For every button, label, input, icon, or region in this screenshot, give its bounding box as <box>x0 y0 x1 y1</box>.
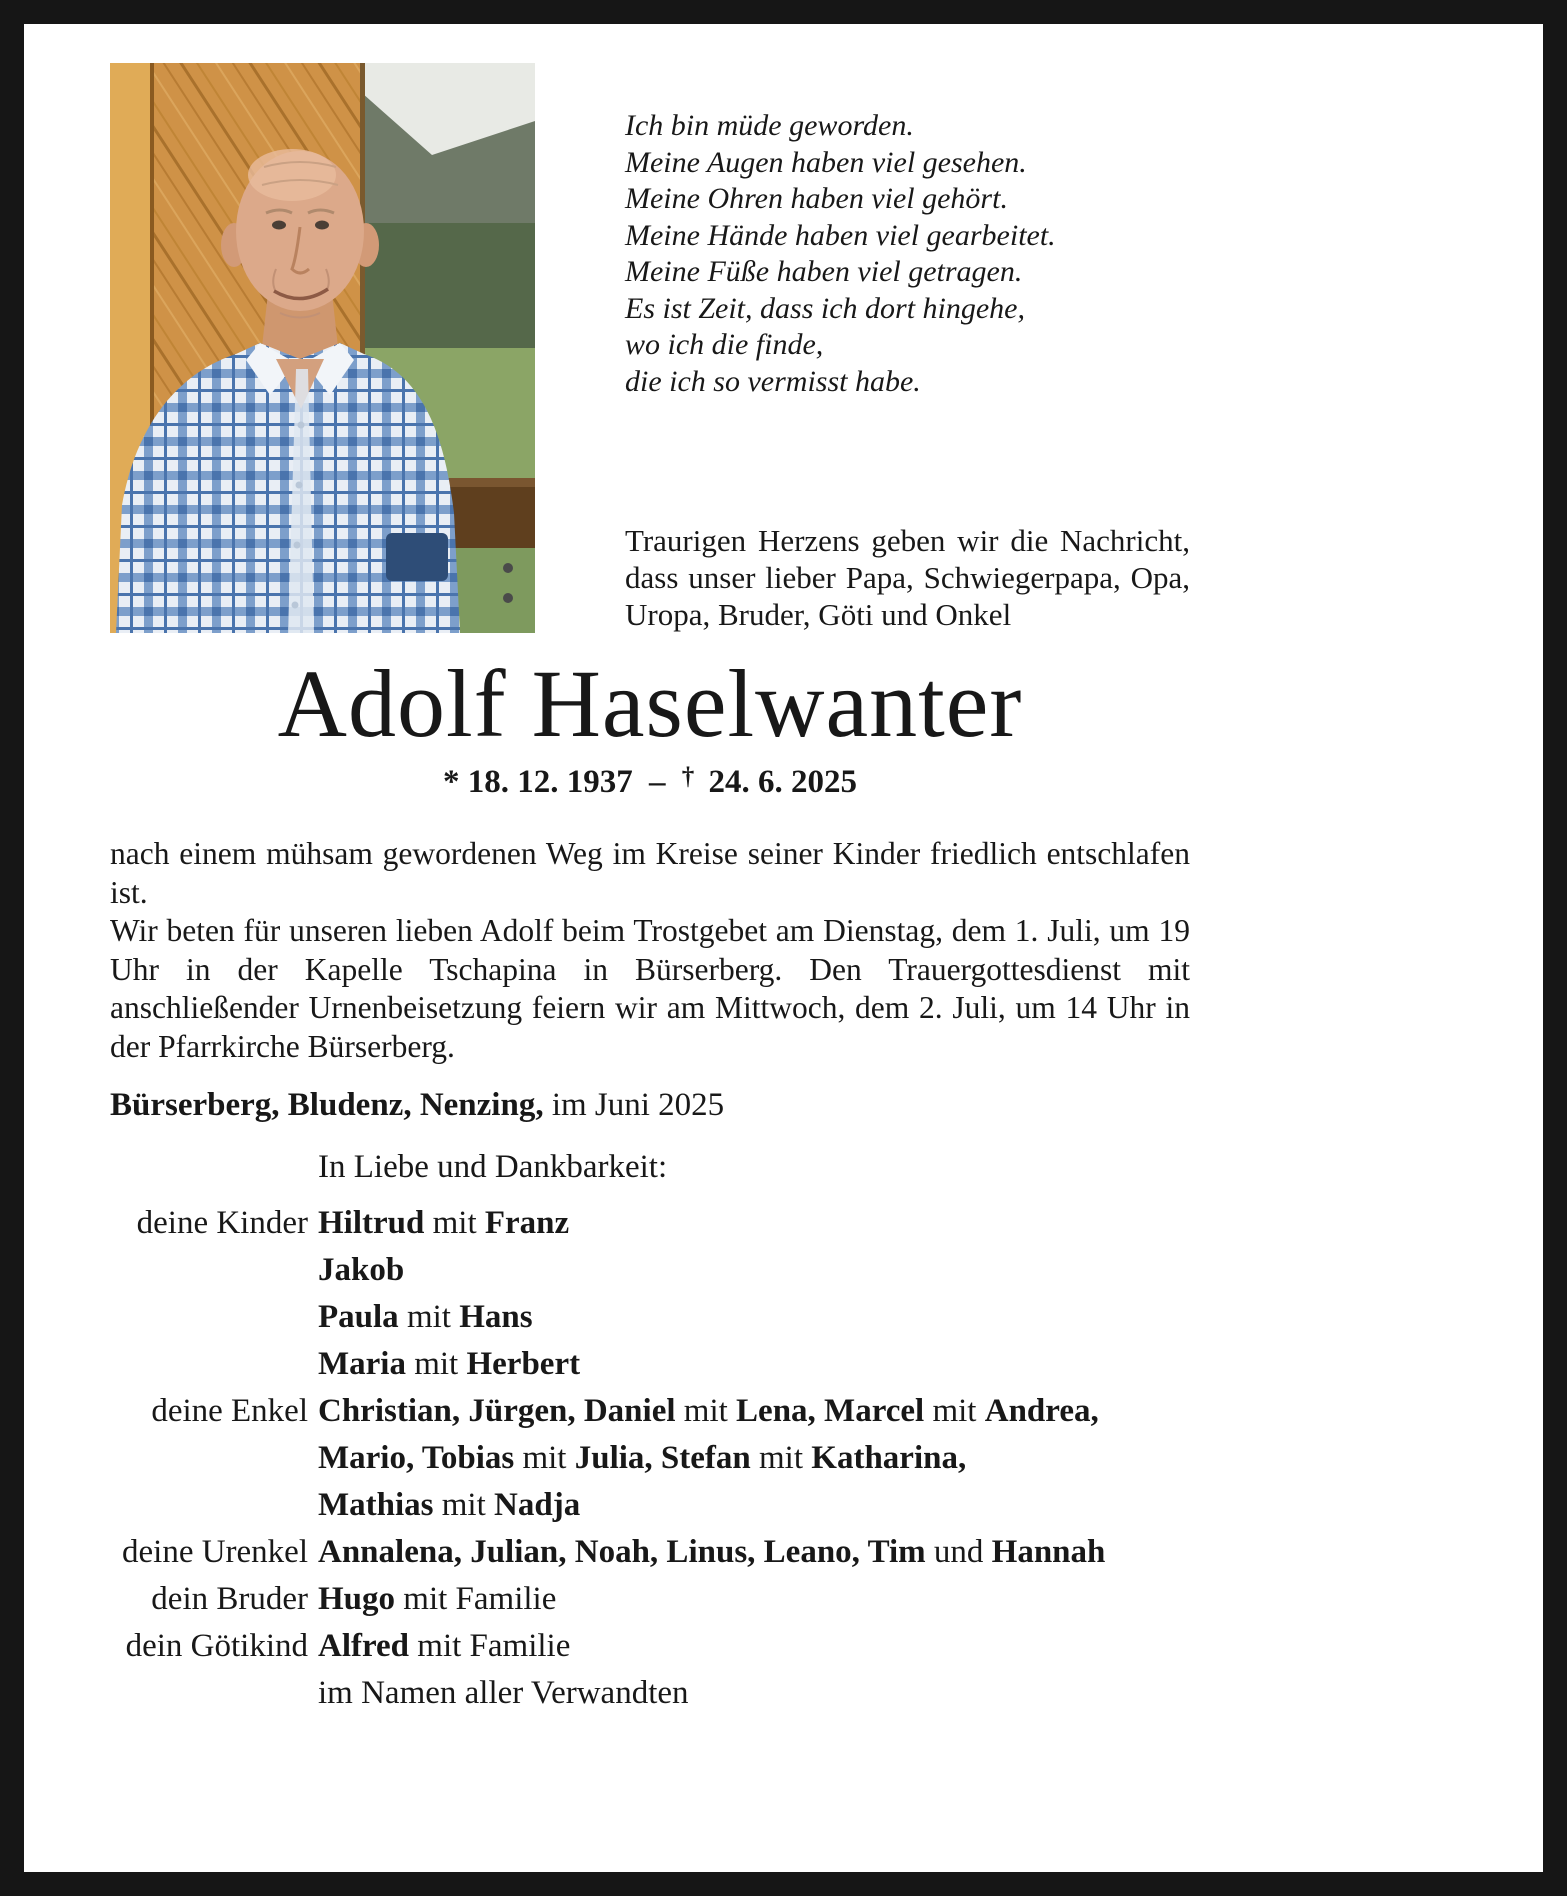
relation-label: dein Bruder <box>151 1581 308 1618</box>
deceased-name: Adolf Haselwanter <box>277 650 1023 757</box>
names-text: Hugo mit Familie <box>318 1581 557 1618</box>
relation-label: deine Kinder <box>136 1205 308 1242</box>
relation-label <box>110 1670 318 1717</box>
family-list <box>110 1200 1190 1717</box>
names-text: im Namen aller Verwandten <box>318 1675 689 1712</box>
obituary-content <box>110 63 1190 1717</box>
family-row <box>110 1247 1190 1294</box>
service-details: Wir beten für unseren lieben Adolf beim Trostgebet am Dienstag, dem 1. Juli, um 19 Uhr in der Kapelle Tschapina in Bürserberg. Den Trauergottesdienst mit anschließender Urnenbeisetzung feiern wir am Mittwoch, dem 2. Juli, um 14 Uhr in der Pfarrkirche Bürserberg. <box>110 913 1190 1064</box>
places: Bürserberg, Bludenz, Nenzing, <box>110 1087 544 1124</box>
family-row <box>110 1623 1190 1670</box>
names-text: Maria mit Herbert <box>318 1346 581 1383</box>
poem-line: Es ist Zeit, dass ich dort hingehe, <box>625 291 1025 325</box>
life-dates <box>110 763 1190 801</box>
family-row <box>110 1341 1190 1388</box>
family-row <box>110 1294 1190 1341</box>
poem-line: Meine Füße haben viel getragen. <box>625 255 1023 288</box>
shirt-pocket <box>386 533 448 581</box>
family-row <box>110 1388 1190 1435</box>
relation-label <box>110 1341 318 1388</box>
poem-line: Meine Augen haben viel gesehen. <box>625 145 1027 179</box>
poem-line: Ich bin müde geworden. <box>625 109 914 142</box>
family-row <box>110 1200 1190 1247</box>
opening-line: nach einem mühsam gewordenen Weg im Kreise seiner Kinder friedlich entschlafen ist. <box>110 836 1190 910</box>
poem-line: die ich so vermisst habe. <box>625 364 921 398</box>
portrait-photo-frame <box>110 63 535 633</box>
farewell-poem <box>625 108 1190 400</box>
family-row <box>110 1482 1190 1529</box>
announcement-text: Traurigen Herzens geben wir die Nachricht, dass unser lieber Papa, Schwiegerpapa, Opa, Uropa, Bruder, Göti und Onkel <box>625 523 1190 632</box>
relation-label: deine Enkel <box>151 1393 308 1430</box>
portrait-photo <box>110 63 535 633</box>
poem-line: Meine Hände haben viel gearbeitet. <box>625 218 1056 252</box>
names-text: Mario, Tobias mit Julia, Stefan mit Katharina, <box>318 1440 967 1477</box>
screw-icon <box>503 563 513 573</box>
family-row <box>110 1435 1190 1482</box>
poem-line: Meine Ohren haben viel gehört. <box>625 182 1008 215</box>
relation-label <box>110 1247 318 1294</box>
eye <box>315 221 329 230</box>
names-text: Christian, Jürgen, Daniel mit Lena, Marcel mit Andrea, <box>318 1393 1099 1430</box>
names-text: Annalena, Julian, Noah, Linus, Leano, Tim und Hannah <box>318 1534 1106 1571</box>
top-section <box>110 63 1190 633</box>
relation-label: dein Götikind <box>125 1628 308 1665</box>
eye <box>272 221 286 230</box>
relation-label <box>110 1435 318 1482</box>
relation-label <box>110 1294 318 1341</box>
family-row <box>110 1670 1190 1717</box>
names-text: Jakob <box>318 1252 405 1289</box>
names-text: Mathias mit Nadja <box>318 1487 581 1524</box>
cross-icon: † <box>681 763 695 791</box>
names-text: Alfred mit Familie <box>318 1628 571 1665</box>
names-text: Paula mit Hans <box>318 1299 533 1336</box>
relation-label <box>110 1482 318 1529</box>
birth-date: * 18. 12. 1937 <box>443 764 633 801</box>
place-date-line <box>110 1084 1190 1126</box>
death-date: 24. 6. 2025 <box>708 764 857 801</box>
dates-separator: – <box>649 764 666 801</box>
gratitude-line: In Liebe und Dankbarkeit: <box>318 1149 668 1186</box>
poem-line: wo ich die finde, <box>625 328 824 361</box>
family-row <box>110 1529 1190 1576</box>
screw-icon <box>503 593 513 603</box>
names-text: Hiltrud mit Franz <box>318 1205 570 1242</box>
relation-label: deine Urenkel <box>122 1534 308 1571</box>
family-row <box>110 1576 1190 1623</box>
right-column <box>625 63 1190 633</box>
month-year: im Juni 2025 <box>551 1087 725 1124</box>
body-text <box>110 835 1190 1066</box>
